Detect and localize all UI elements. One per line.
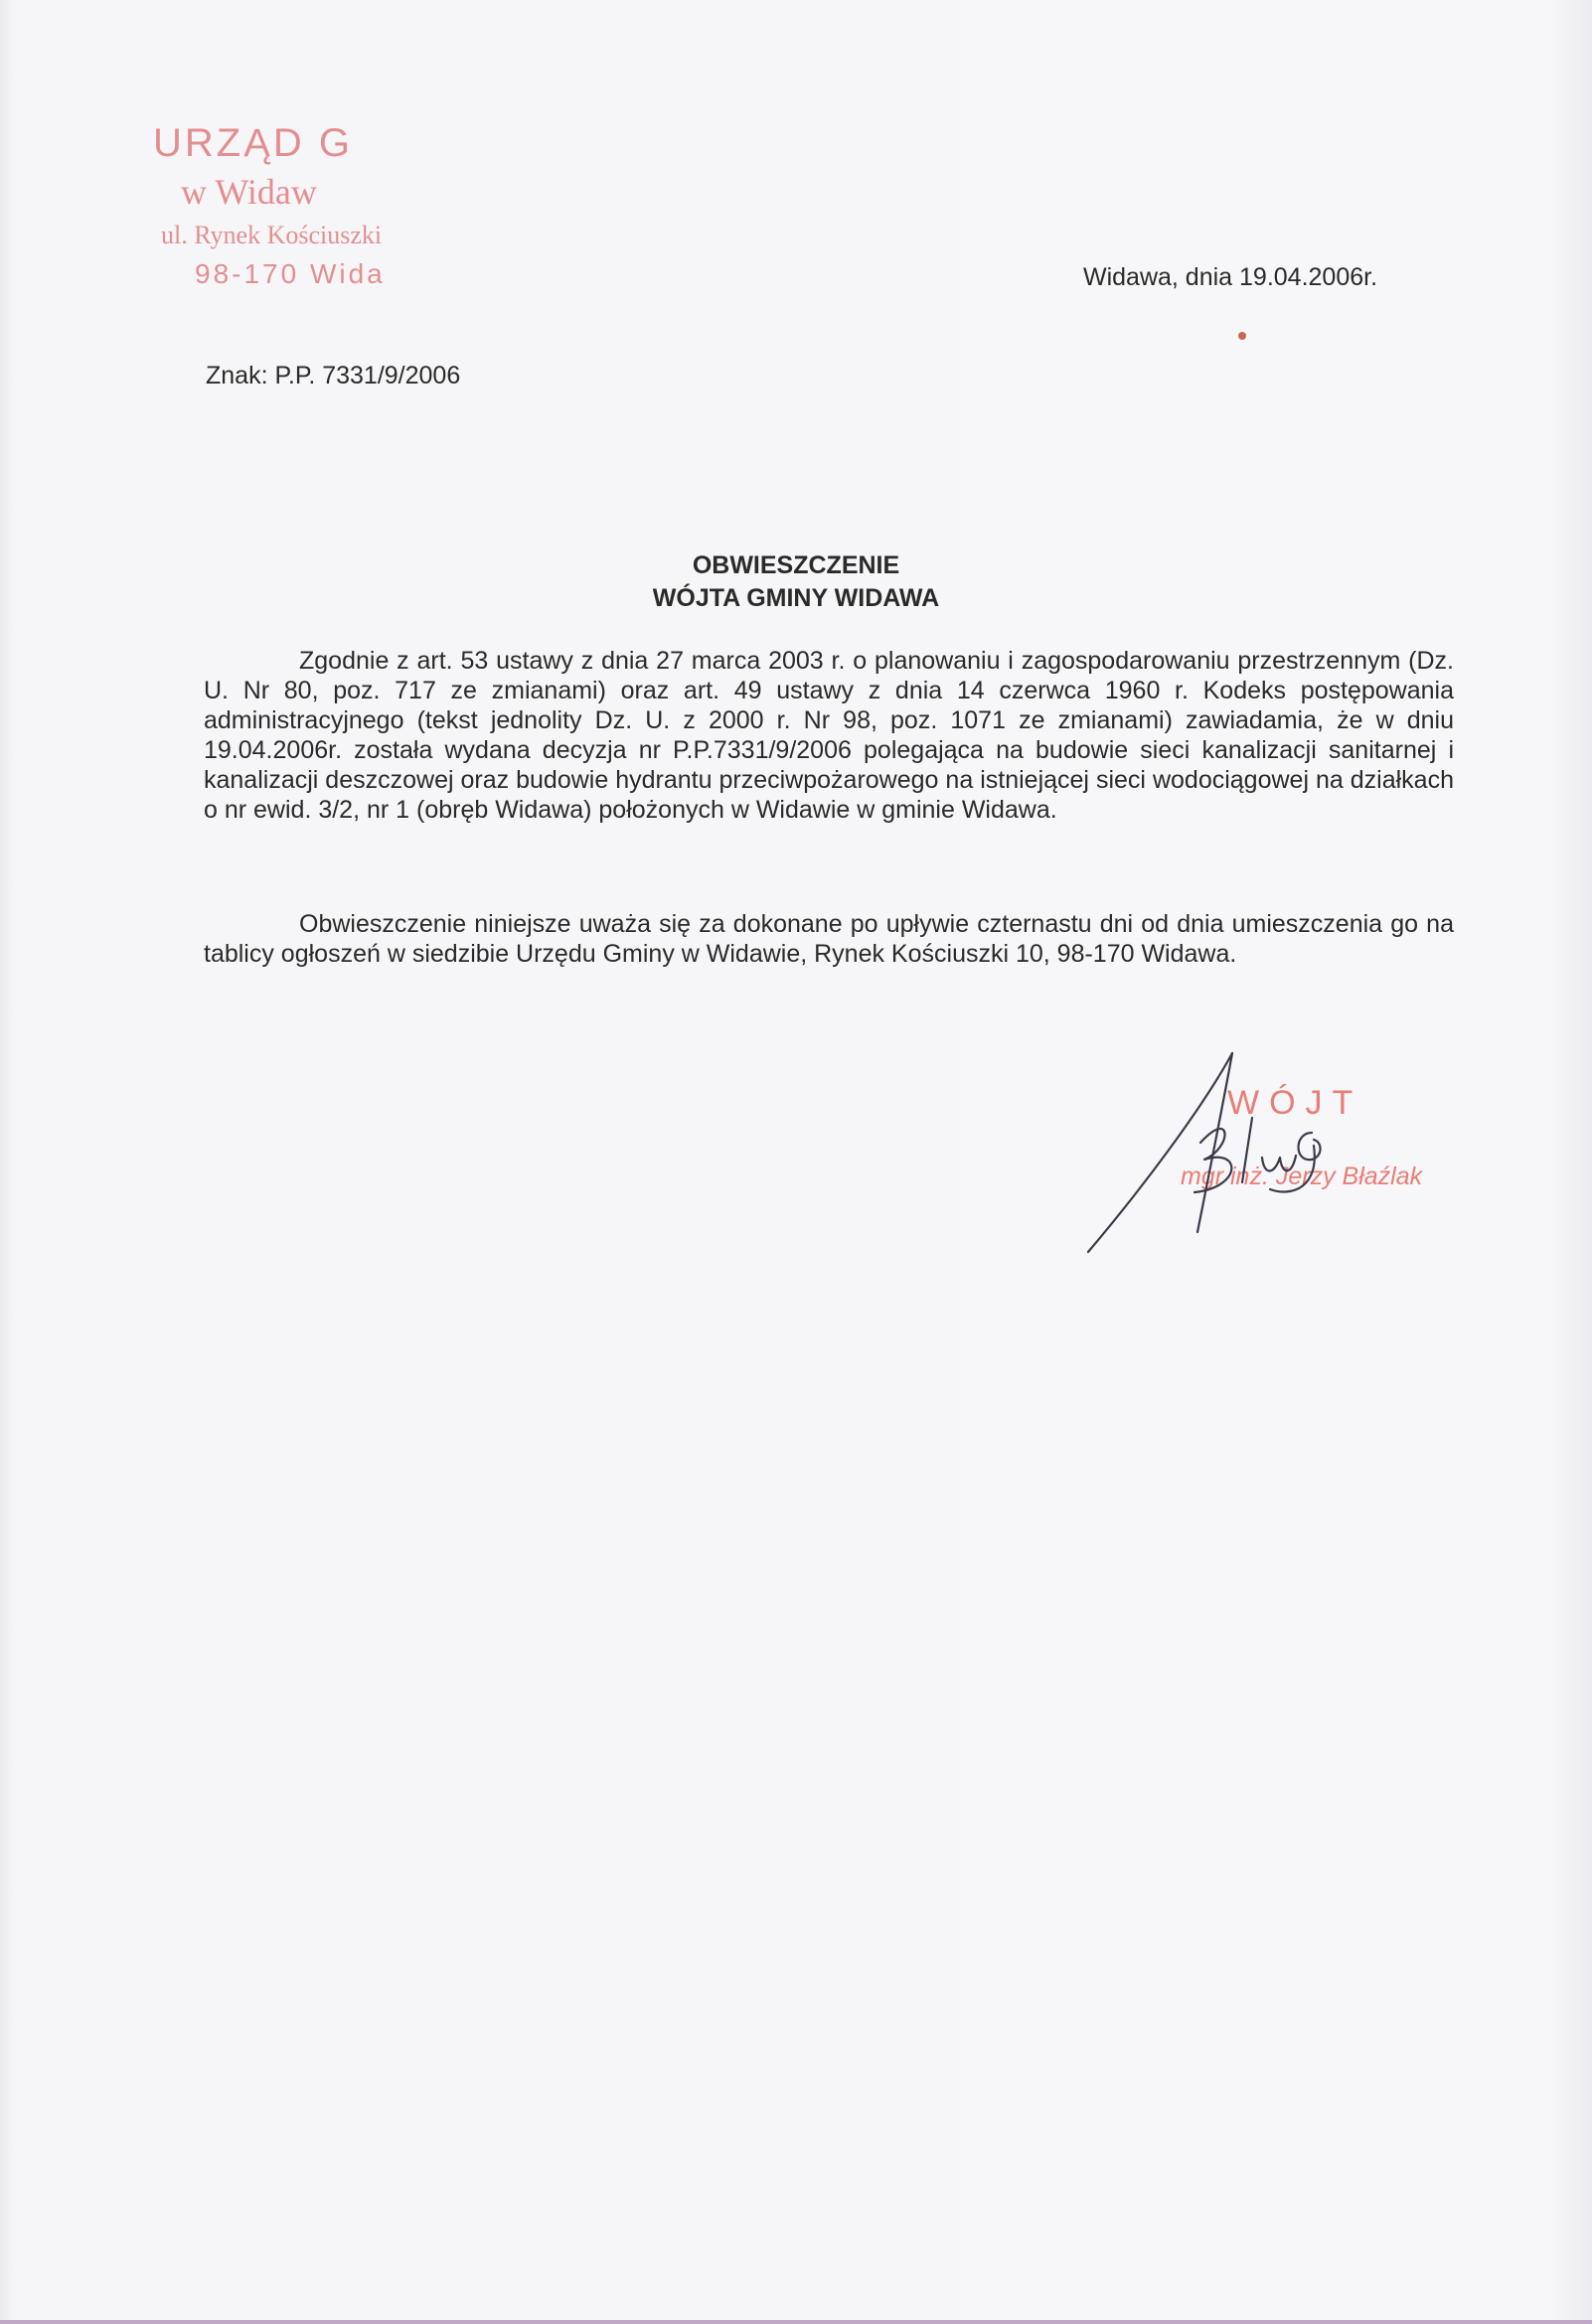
document-title: OBWIESZCZENIE [692, 551, 900, 579]
document-subtitle: WÓJTA GMINY WIDAWA [652, 584, 940, 612]
stamp-line-2: w Widaw [181, 172, 317, 212]
body-paragraph-1: Zgodnie z art. 53 ustawy z dnia 27 marca 2003 r. o planowaniu i zagospodarowaniu przestrzennym (Dz. U. Nr 80, poz. 717 ze zmianami) oraz art. 49 ustawy z dnia 14 czerwca 1960 r. Kodeks postępowania administracyjnego (tekst jednolity Dz. U. z 2000 r. Nr 98, poz. 1071 ze zmianami) zawiadamia, że w dniu 19.04.2006r. została wydana decyzja nr P.P.7331/9/2006 polegająca na budowie sieci kanalizacji sanitarnej i kanalizacji deszczowej oraz budowie hydrantu przeciwpożarowego na istniejącej sieci wodociągowej na działkach o nr ewid. 3/2, nr 1 (obręb Widawa) położonych w Widawie w gminie Widawa. [204, 647, 1454, 824]
page-edge [0, 2320, 1592, 2324]
body-paragraph-2: Obwieszczenie niniejsze uważa się za dokonane po upływie czternastu dni od dnia umieszczenia go na tablicy ogłoszeń w siedzibie Urzędu Gminy w Widawie, Rynek Kościuszki 10, 98-170 Widawa. [204, 910, 1454, 968]
ink-mark [1238, 332, 1246, 340]
name-stamp: mgr inż. Jerzy Błaźlak [1181, 1162, 1423, 1190]
wojt-stamp: WÓJT [1227, 1084, 1363, 1122]
reference-number: Znak: P.P. 7331/9/2006 [206, 362, 461, 389]
stamp-line-4: 98-170 Wida [195, 258, 386, 289]
stamp-line-1: URZĄD G [153, 121, 353, 165]
stamp-line-3: ul. Rynek Kościuszki [161, 221, 383, 249]
office-stamp [149, 121, 507, 289]
place-and-date: Widawa, dnia 19.04.2006r. [1083, 263, 1378, 291]
signature-block [1083, 1048, 1481, 1267]
handwritten-signature [1083, 1048, 1481, 1267]
